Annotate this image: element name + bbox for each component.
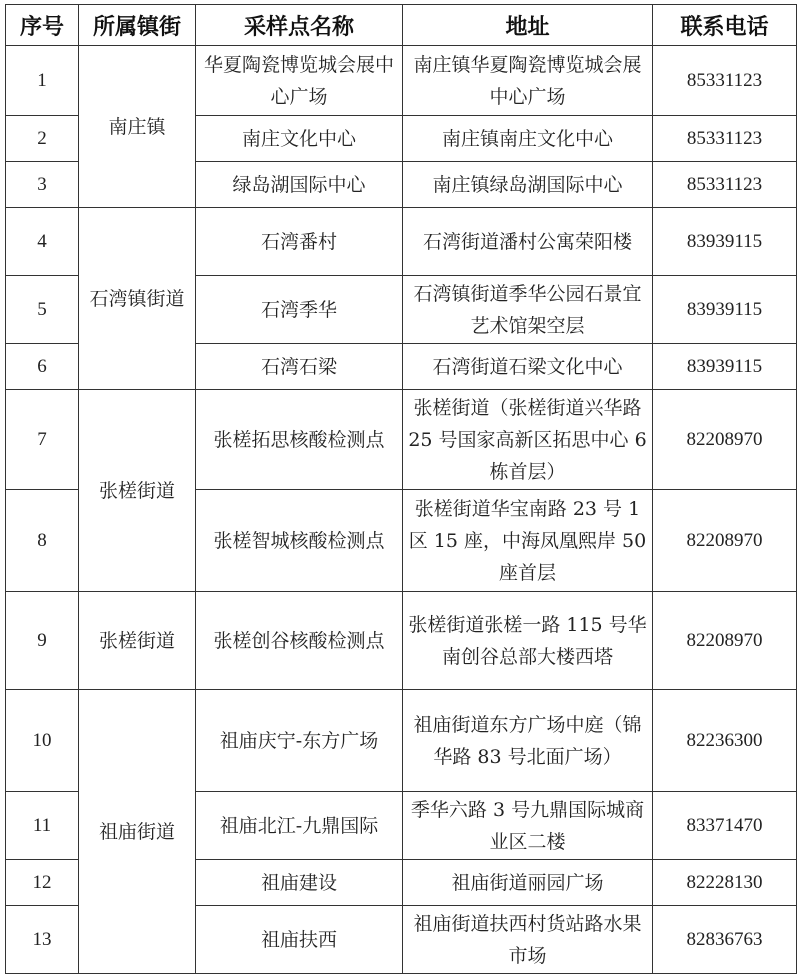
row-index: 11	[6, 792, 79, 860]
row-index: 8	[6, 490, 79, 592]
district-cell: 张槎街道	[79, 390, 196, 592]
row-index: 4	[6, 208, 79, 276]
header-phone: 联系电话	[653, 5, 797, 46]
site-address: 石湾镇街道季华公园石景宜艺术馆架空层	[403, 276, 653, 344]
site-address: 张槎街道（张槎街道兴华路 25 号国家高新区拓思中心 6 栋首层）	[403, 390, 653, 490]
header-site-name: 采样点名称	[196, 5, 403, 46]
header-address: 地址	[403, 5, 653, 46]
site-address: 石湾街道潘村公寓荣阳楼	[403, 208, 653, 276]
site-name: 张槎拓思核酸检测点	[196, 390, 403, 490]
site-phone: 83939115	[653, 344, 797, 390]
site-name: 石湾石梁	[196, 344, 403, 390]
site-address: 张槎街道张槎一路 115 号华南创谷总部大楼西塔	[403, 592, 653, 690]
site-name: 祖庙建设	[196, 860, 403, 906]
site-address: 季华六路 3 号九鼎国际城商业区二楼	[403, 792, 653, 860]
row-index: 6	[6, 344, 79, 390]
table-row	[6, 390, 797, 490]
site-address: 祖庙街道扶西村货站路水果市场	[403, 906, 653, 974]
site-phone: 82208970	[653, 592, 797, 690]
header-row	[6, 5, 797, 46]
table-row	[6, 46, 797, 116]
site-phone: 85331123	[653, 116, 797, 162]
site-phone: 82228130	[653, 860, 797, 906]
site-name: 华夏陶瓷博览城会展中心广场	[196, 46, 403, 116]
site-phone: 82836763	[653, 906, 797, 974]
row-index: 2	[6, 116, 79, 162]
district-cell: 祖庙街道	[79, 690, 196, 974]
site-phone: 85331123	[653, 162, 797, 208]
site-name: 张槎创谷核酸检测点	[196, 592, 403, 690]
row-index: 13	[6, 906, 79, 974]
site-address: 石湾街道石梁文化中心	[403, 344, 653, 390]
table-row	[6, 592, 797, 690]
sampling-sites-table	[5, 4, 797, 974]
site-name: 祖庙庆宁-东方广场	[196, 690, 403, 792]
row-index: 3	[6, 162, 79, 208]
site-address: 南庄镇华夏陶瓷博览城会展中心广场	[403, 46, 653, 116]
row-index: 12	[6, 860, 79, 906]
site-name: 南庄文化中心	[196, 116, 403, 162]
site-phone: 83371470	[653, 792, 797, 860]
site-phone: 83939115	[653, 276, 797, 344]
row-index: 9	[6, 592, 79, 690]
site-address: 南庄镇绿岛湖国际中心	[403, 162, 653, 208]
table-row	[6, 690, 797, 792]
site-phone: 82208970	[653, 390, 797, 490]
site-address: 南庄镇南庄文化中心	[403, 116, 653, 162]
row-index: 10	[6, 690, 79, 792]
district-cell: 石湾镇街道	[79, 208, 196, 390]
site-name: 绿岛湖国际中心	[196, 162, 403, 208]
site-address: 祖庙街道东方广场中庭（锦华路 83 号北面广场）	[403, 690, 653, 792]
site-address: 祖庙街道丽园广场	[403, 860, 653, 906]
site-address: 张槎街道华宝南路 23 号 1 区 15 座，中海凤凰熙岸 50 座首层	[403, 490, 653, 592]
site-phone: 82208970	[653, 490, 797, 592]
site-name: 石湾番村	[196, 208, 403, 276]
site-name: 祖庙扶西	[196, 906, 403, 974]
site-name: 祖庙北江-九鼎国际	[196, 792, 403, 860]
header-index: 序号	[6, 5, 79, 46]
row-index: 7	[6, 390, 79, 490]
site-phone: 82236300	[653, 690, 797, 792]
site-phone: 83939115	[653, 208, 797, 276]
table-row	[6, 208, 797, 276]
header-district: 所属镇街	[79, 5, 196, 46]
site-name: 张槎智城核酸检测点	[196, 490, 403, 592]
district-cell: 张槎街道	[79, 592, 196, 690]
row-index: 5	[6, 276, 79, 344]
site-name: 石湾季华	[196, 276, 403, 344]
row-index: 1	[6, 46, 79, 116]
district-cell: 南庄镇	[79, 46, 196, 208]
site-phone: 85331123	[653, 46, 797, 116]
